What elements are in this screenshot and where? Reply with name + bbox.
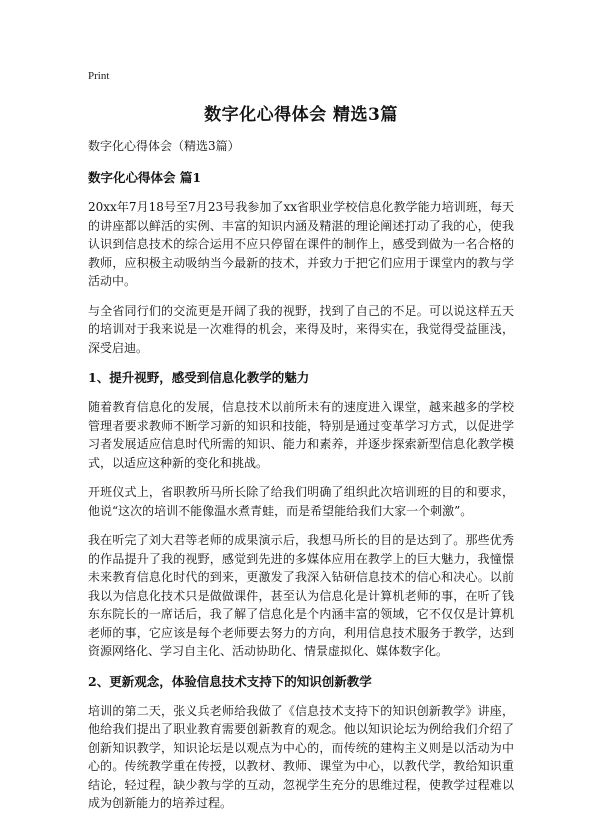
article-heading: 数字化心得体会 篇1 (88, 170, 202, 185)
paragraph-development: 随着教育信息化的发展，信息技术以前所未有的速度进入课堂，越来越多的学校管理者要求教师不断学习新的知识和技能，特别是通过变革学习方式，以促进学习者发展适应信息时代所需的知识、能力和素养，并逐步探索新型信息化教学模式，以适应这种新的变化和挑战。 (88, 400, 514, 470)
paragraph-exchange: 与全省同行们的交流更是开阔了我的视野，找到了自己的不足。可以说这样五天的培训对于我来说是一次难得的机会，来得及时，来得实在，我觉得受益匪浅，深受启迪。 (88, 303, 514, 355)
document-page (88, 70, 514, 824)
paragraph-intro: 20xx年7月18号至7月23号我参加了xx省职业学校信息化教学能力培训班，每天的讲座都以鲜活的实例、丰富的知识内涵及精湛的理论阐述打动了我的心，使我认识到信息技术的综合运用不应只停留在课件的制作上，感受到做为一名合格的教师，应积极主动吸纳当今最新的技术，并致力于把它们应用于课堂内的教与学活动中。 (88, 200, 514, 288)
print-label[interactable]: Print (88, 70, 110, 82)
section-heading-2: 2、更新观念，体验信息技术支持下的知识创新教学 (88, 673, 372, 689)
document-title: 数字化心得体会 精选3篇 (204, 105, 398, 125)
paragraph-innovation: 培训的第二天，张义兵老师给我做了《信息技术支持下的知识创新教学》讲座，他给我们提出了职业教育需要创新教育的观念。他以知识论坛为例给我们介绍了创新知识教学，知识论坛是以观点为中心的，而传统的建构主义则是以活动为中心的。传统教学重在传授，以教材、教师、课堂为中心，以教代学，教给知识重结论，轻过程，缺少教与学的互动，忽视学生充分的思维过程，使教学过程难以成为创新能力的培养过程。 (88, 703, 514, 810)
paragraph-demonstration: 我在听完了刘大君等老师的成果演示后，我想马所长的目的是达到了。那些优秀的作品提升了我的视野，感觉到先进的多媒体应用在教学上的巨大魅力，我憧憬未来教育信息化时代的到来，更激发了我深入钻研信息技术的信心和决心。以前我以为信息化技术只是做做课件，甚至认为信息化是计算机老师的事，在听了钱东东院长的一席话后，我了解了信息化是个内涵丰富的领域，它不仅仅是计算机老师的事，它应该是每个老师要去努力的方向，利用信息技术服务于教学，达到资源网络化、学习自主化、活动协助化、情景虚拟化、媒体数字化。 (88, 533, 514, 658)
paragraph-opening: 开班仪式上，省职教所马所长除了给我们明确了组织此次培训班的目的和要求，他说“这次的培训不能像温水煮青蛙，而是希望能给我们大家一个刺激”。 (88, 485, 514, 518)
document-subtitle: 数字化心得体会（精选3篇） (88, 139, 240, 153)
section-heading-1: 1、提升视野，感受到信息化教学的魅力 (88, 370, 310, 385)
